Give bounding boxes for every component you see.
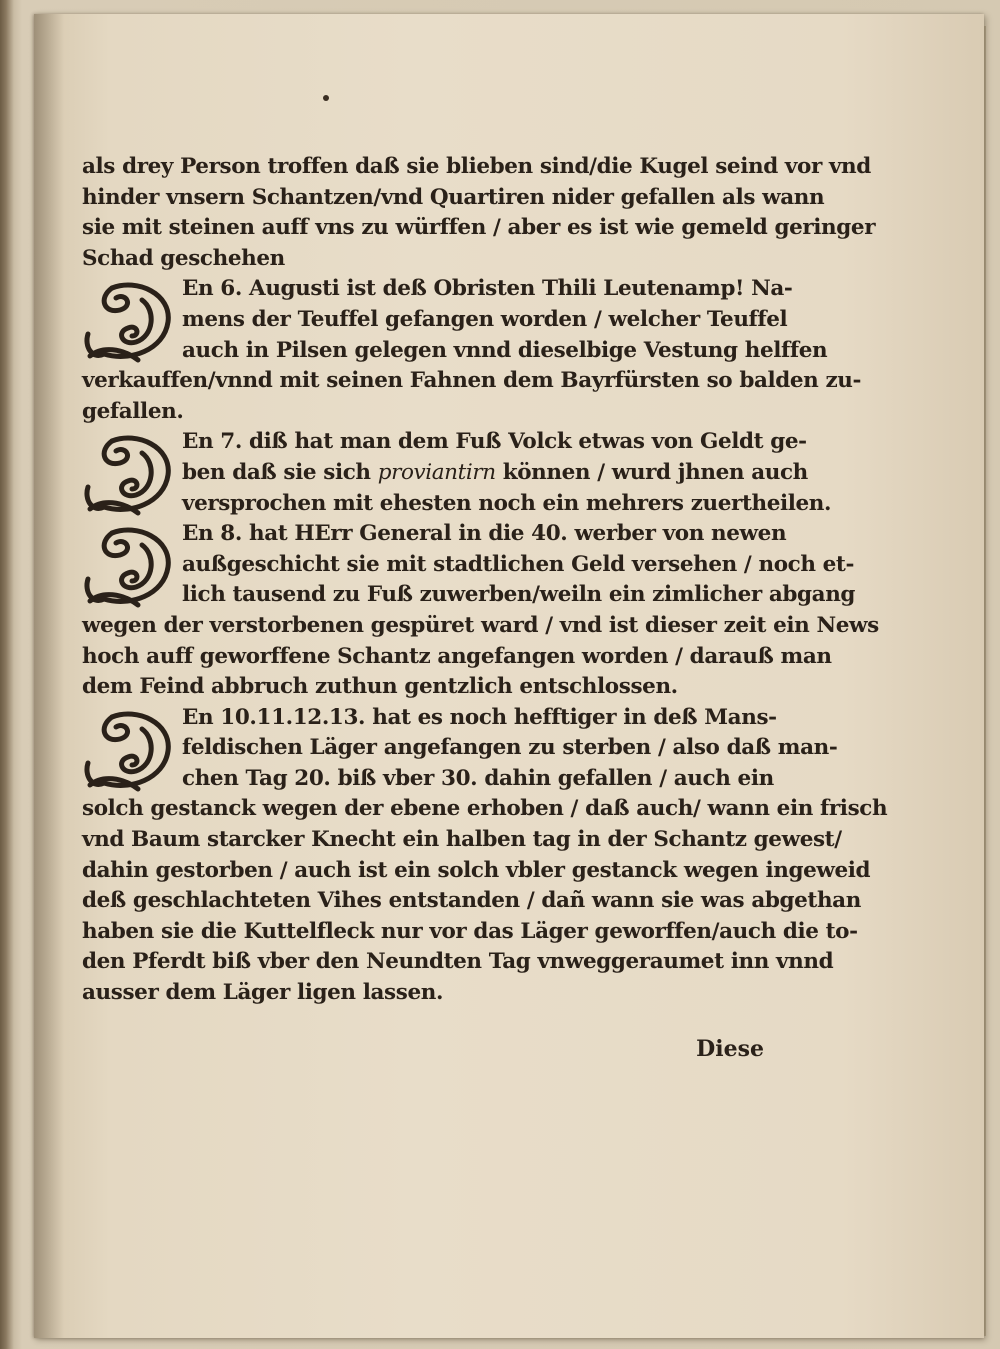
paragraph-intro — [82, 152, 876, 274]
text-line: solch gestanck wegen der ebene erhoben / daß auch/ wann ein frisch — [82, 796, 888, 822]
text-line: lich tausend zu Fuß zuwerben/weiln ein zimlicher abgang — [182, 582, 856, 608]
paragraph-august-6 — [82, 274, 862, 427]
text-line: mens der Teuffel gefangen worden / welcher Teuffel — [182, 306, 788, 332]
text-line: hoch auff geworffene Schantz angefangen worden / darauß man — [82, 643, 832, 669]
text-line: verkauffen/vnnd mit seinen Fahnen dem Bayrfürsten so balden zu- — [82, 368, 862, 394]
text-line: wegen der verstorbenen gespüret ward / vnd ist dieser zeit ein News — [82, 612, 879, 638]
text-line: En 8. hat HErr General in die 40. werber von newen — [182, 521, 787, 547]
text-line: vnd Baum starcker Knecht ein halben tag in der Schantz gewest/ — [82, 827, 842, 853]
dropcap-d-icon — [82, 705, 178, 793]
text-line: dem Feind abbruch zuthun gentzlich entschlossen. — [82, 674, 678, 700]
text-line: hinder vnsern Schantzen/vnd Quartiren nider gefallen als wann — [82, 184, 825, 210]
italic-word: proviantirn — [377, 459, 496, 485]
text-line: sie mit steinen auff vns zu würffen / aber es ist wie gemeld geringer — [82, 215, 876, 241]
catchword: Diese — [696, 1036, 764, 1062]
text-line: En 6. Augusti ist deß Obristen Thili Leutenamp! Na- — [182, 276, 793, 302]
text-line: En 10.11.12.13. hat es noch hefftiger in deß Mans- — [182, 704, 777, 730]
text-line: versprochen mit ehesten noch ein mehrers zuertheilen. — [182, 490, 832, 516]
text-line: auch in Pilsen gelegen vnnd dieselbige Vestung helffen — [182, 337, 828, 363]
paragraph-august-7 — [82, 427, 832, 519]
ink-dot — [323, 95, 329, 101]
text-line: den Pferdt biß vber den Neundten Tag vnweggeraumet inn vnnd — [82, 949, 834, 975]
page-text — [82, 152, 888, 1009]
dropcap-d-icon — [82, 276, 178, 364]
paragraph-august-10-13 — [82, 703, 888, 1009]
text-line: ausser dem Läger ligen lassen. — [82, 980, 444, 1006]
dropcap-d-icon — [82, 521, 178, 609]
text-line: Schad geschehen — [82, 245, 285, 271]
text-line: ben daß sie sich proviantirn können / wurd jhnen auch — [182, 459, 808, 485]
text-line: gefallen. — [82, 398, 184, 424]
text-line: feldischen Läger angefangen zu sterben / also daß man- — [182, 735, 838, 761]
paragraph-august-8 — [82, 519, 879, 703]
text-line: deß geschlachteten Vihes entstanden / dañ wann sie was abgethan — [82, 888, 861, 914]
spine-shadow — [34, 14, 64, 1338]
text-line: haben sie die Kuttelfleck nur vor das Läger geworffen/auch die to- — [82, 918, 858, 944]
text-line: chen Tag 20. biß vber 30. dahin gefallen / auch ein — [182, 765, 774, 791]
text-line: außgeschicht sie mit stadtlichen Geld versehen / noch et- — [182, 551, 854, 577]
text-line: als drey Person troffen daß sie blieben sind/die Kugel seind vor vnd — [82, 154, 871, 179]
text-line: En 7. diß hat man dem Fuß Volck etwas von Geldt ge- — [182, 429, 807, 455]
text-line: dahin gestorben / auch ist ein solch vbler gestanck wegen ingeweid — [82, 857, 871, 883]
dropcap-d-icon — [82, 429, 178, 517]
